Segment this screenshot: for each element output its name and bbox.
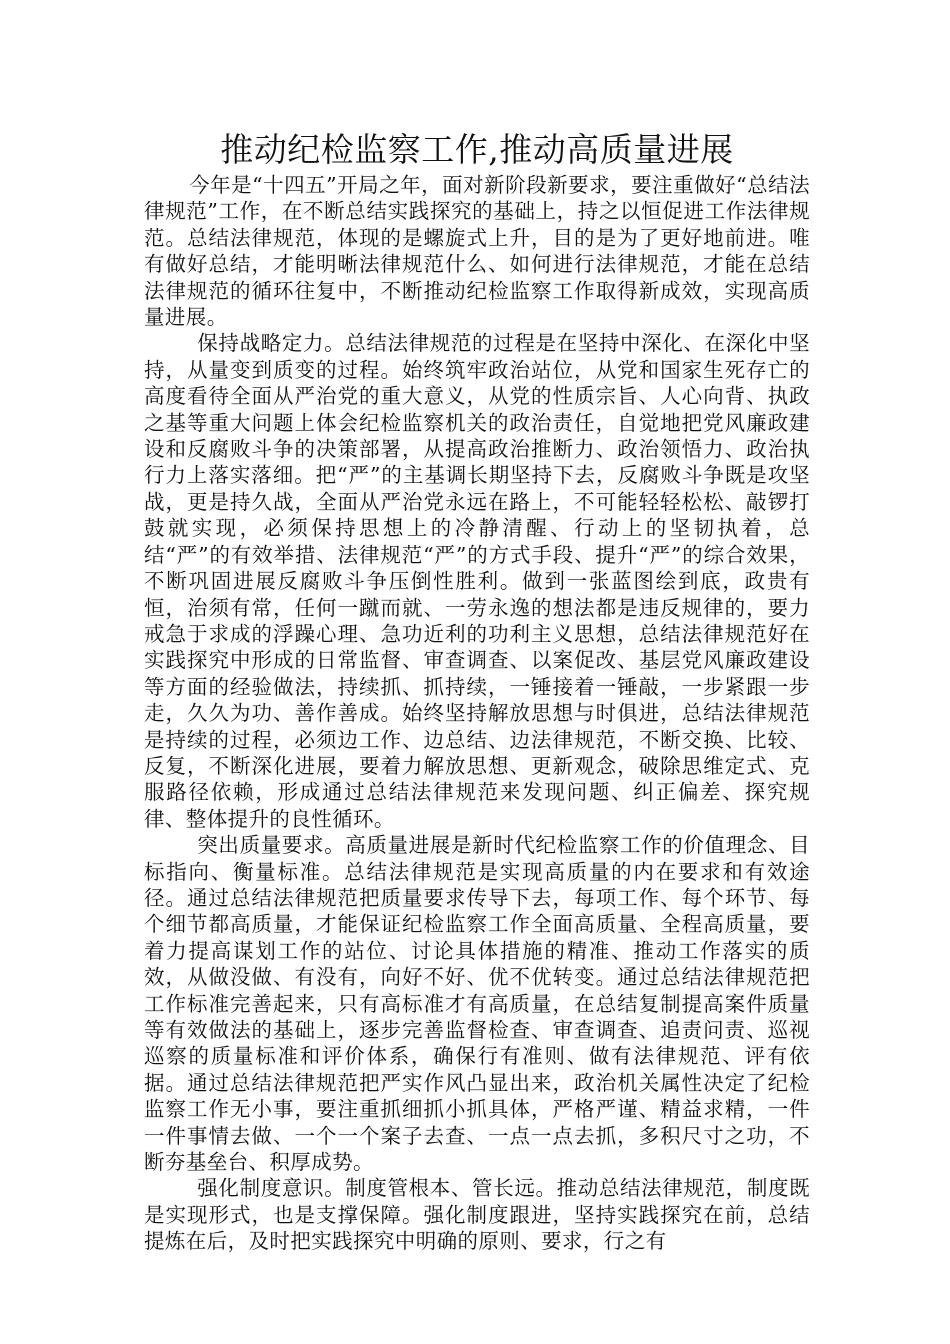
- document-title: 推动纪检监察工作,推动高质量进展: [220, 130, 734, 169]
- paragraph-strategic-focus: 保持战略定力。总结法律规范的过程是在坚持中深化、在深化中坚持，从量变到质变的过程。始终筑牢政治站位，从党和国家生死存亡的高度看待全面从严治党的重大意义，从党的性质宗旨、人心向背、执政之基等重大问题上体会纪检监察机关的政治责任，自觉地把党风廉政建设和反腐败斗争的决策部署，从提高政治推断力、政治领悟力、政治执行力上落实落细。把“严”的主基调长期坚持下去，反腐败斗争既是攻坚战，更是持久战，全面从严治党永远在路上，不可能轻轻松松、敲锣打鼓就实现，必须保持思想上的冷静清醒、行动上的坚韧执着，总结“严”的有效举措、法律规范“严”的方式手段、提升“严”的综合效果，不断巩固进展反腐败斗争压倒性胜利。做到一张蓝图绘到底，政贵有恒，治须有常，任何一蹴而就、一劳永逸的想法都是违反规律的，要力戒急于求成的浮躁心理、急功近利的功利主义思想，总结法律规范好在实践探究中形成的日常监督、审查调查、以案促改、基层党风廉政建设等方面的经验做法，持续抓、抓持续，一锤接着一锤敲，一步紧跟一步走，久久为功、善作善成。始终坚持解放思想与时俱进，总结法律规范是持续的过程，必须边工作、边总结、边法律规范，不断交换、比较、反复，不断深化进展，要着力解放思想、更新观念，破除思维定式、克服路径依赖，形成通过总结法律规范来发现问题、纠正偏差、探究规律、整体提升的良性循环。: [144, 331, 810, 831]
- document-page: [144, 128, 810, 1255]
- paragraph-intro: 今年是“十四五”开局之年，面对新阶段新要求，要注重做好“总结法律规范”工作，在不断总结实践探究的基础上，持之以恒促进工作法律规范。总结法律规范，体现的是螺旋式上升，目的是为了更好地前进。唯有做好总结，才能明晰法律规范什么、如何进行法律规范，才能在总结法律规范的循环往复中，不断推动纪检监察工作取得新成效，实现高质量进展。: [144, 173, 810, 330]
- paragraph-quality-requirements: 突出质量要求。高质量进展是新时代纪检监察工作的价值理念、目标指向、衡量标准。总结法律规范是实现高质量的内在要求和有效途径。通过总结法律规范把质量要求传导下去，每项工作、每个环节、每个细节都高质量，才能保证纪检监察工作全面高质量、全程高质量，要着力提高谋划工作的站位、讨论具体措施的精准、推动工作落实的质效，从做没做、有没有，向好不好、优不优转变。通过总结法律规范把工作标准完善起来，只有高标准才有高质量，在总结复制提高案件质量等有效做法的基础上，逐步完善监督检查、审查调查、追责问责、巡视巡察的质量标准和评价体系，确保行有准则、做有法律规范、评有依据。通过总结法律规范把严实作风凸显出来，政治机关属性决定了纪检监察工作无小事，要注重抓细抓小抓具体，严格严谨、精益求精，一件一件事情去做、一个一个案子去查、一点一点去抓，多积尺寸之功，不断夯基垒台、积厚成势。: [144, 833, 810, 1175]
- paragraph-institutional-awareness: 强化制度意识。制度管根本、管长远。推动总结法律规范，制度既是实现形式，也是支撑保障。强化制度跟进，坚持实践探究在前，总结提炼在后，及时把实践探究中明确的原则、要求，行之有: [144, 1176, 810, 1254]
